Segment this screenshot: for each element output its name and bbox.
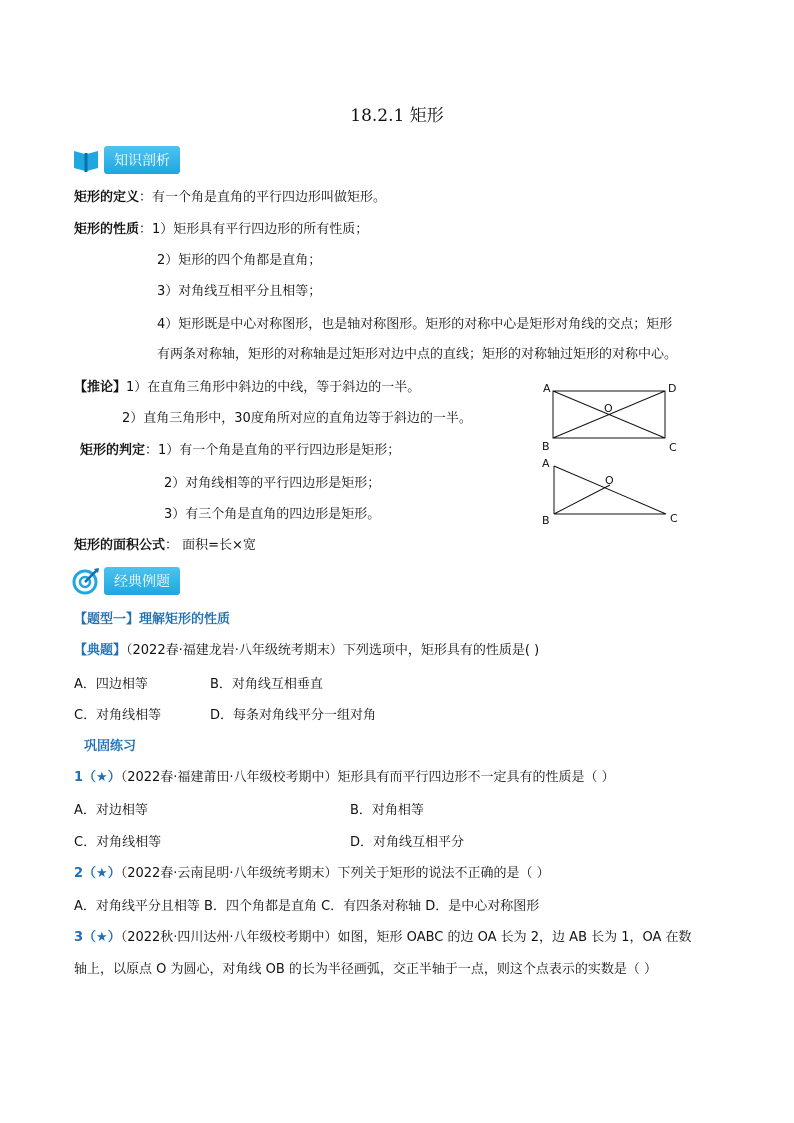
question-3-line-1: 3（★）（2022秋·四川达州·八年级校考期中）如图，矩形 OABC 的边 OA 长为 2，边 AB 长为 1，OA 在数 <box>74 930 692 945</box>
label-b2: B <box>542 514 550 527</box>
rectangle-figure <box>542 382 677 454</box>
corollary-2: 2）直角三角形中，30度角所对应的直角边等于斜边的一半。 <box>122 411 472 426</box>
property-2: 2）矩形的四个角都是直角； <box>157 253 322 268</box>
question-type-1: 【题型一】理解矩形的性质 <box>74 612 231 627</box>
label-c: C <box>669 441 677 454</box>
property-4a: 4）矩形既是中心对称图形，也是轴对称图形。矩形的对称中心是矩形对角线的交点；矩形 <box>157 317 673 332</box>
section-banner-knowledge <box>72 145 180 175</box>
q1-option-b: B．对角相等 <box>350 803 424 818</box>
label-a2: A <box>542 457 550 470</box>
section-title: 知识剖析 <box>104 146 180 174</box>
label-c2: C <box>670 512 678 525</box>
practice-label: 巩固练习 <box>84 739 137 754</box>
label-a: A <box>543 382 551 395</box>
triangle-figure <box>542 457 678 527</box>
target-icon <box>72 566 100 596</box>
label-b: B <box>542 440 550 453</box>
example-option-a: A．四边相等 <box>74 677 148 692</box>
label-d: D <box>668 382 677 395</box>
q1-option-c: C．对角线相等 <box>74 835 162 850</box>
q2-options: A．对角线平分且相等 B．四个角都是直角 C．有四条对称轴 D．是中心对称图形 <box>74 899 540 914</box>
geometry-figure <box>538 378 688 528</box>
example-option-b: B．对角线互相垂直 <box>210 677 323 692</box>
example-option-c: C．对角线相等 <box>74 708 162 723</box>
example-question: 【典题】（2022春·福建龙岩·八年级统考期末）下列选项中，矩形具有的性质是( ) <box>74 643 540 658</box>
label-o: O <box>604 402 613 415</box>
book-icon <box>72 147 100 173</box>
q1-option-d: D．对角线互相平分 <box>350 835 465 850</box>
corollary-1: 【推论】1）在直角三角形中斜边的中线，等于斜边的一半。 <box>74 380 421 395</box>
page-title: 18.2.1 矩形 <box>350 106 444 126</box>
section-banner-examples <box>72 566 180 596</box>
question-3-line-2: 轴上，以原点 O 为圆心，对角线 OB 的长为半径画弧，交正半轴于一点，则这个点表示的实数是（ ） <box>74 962 658 977</box>
question-2: 2（★）（2022春·云南昆明·八年级统考期末）下列关于矩形的说法不正确的是（ ） <box>74 866 550 881</box>
label-o2: O <box>605 474 614 487</box>
question-1: 1（★）（2022春·福建莆田·八年级校考期中）矩形具有而平行四边形不一定具有的性质是（ ） <box>74 770 615 785</box>
property-3: 3）对角线互相平分且相等； <box>157 284 322 299</box>
judgement-2: 2）对角线相等的平行四边形是矩形； <box>164 476 381 491</box>
judgement-3: 3）有三个角是直角的四边形是矩形。 <box>164 507 381 522</box>
area-formula: 矩形的面积公式： 面积=长×宽 <box>74 538 256 553</box>
q1-option-a: A．对边相等 <box>74 803 148 818</box>
property-4b: 有两条对称轴，矩形的对称轴是过矩形对边中点的直线；矩形的对称轴过矩形的对称中心。 <box>157 347 678 362</box>
judgement-1: 矩形的判定：1）有一个角是直角的平行四边形是矩形； <box>80 443 401 458</box>
section-title: 经典例题 <box>104 567 180 595</box>
definition: 矩形的定义：有一个角是直角的平行四边形叫做矩形。 <box>74 190 387 205</box>
property-1: 矩形的性质：1）矩形具有平行四边形的所有性质； <box>74 222 369 237</box>
example-option-d: D．每条对角线平分一组对角 <box>210 708 377 723</box>
